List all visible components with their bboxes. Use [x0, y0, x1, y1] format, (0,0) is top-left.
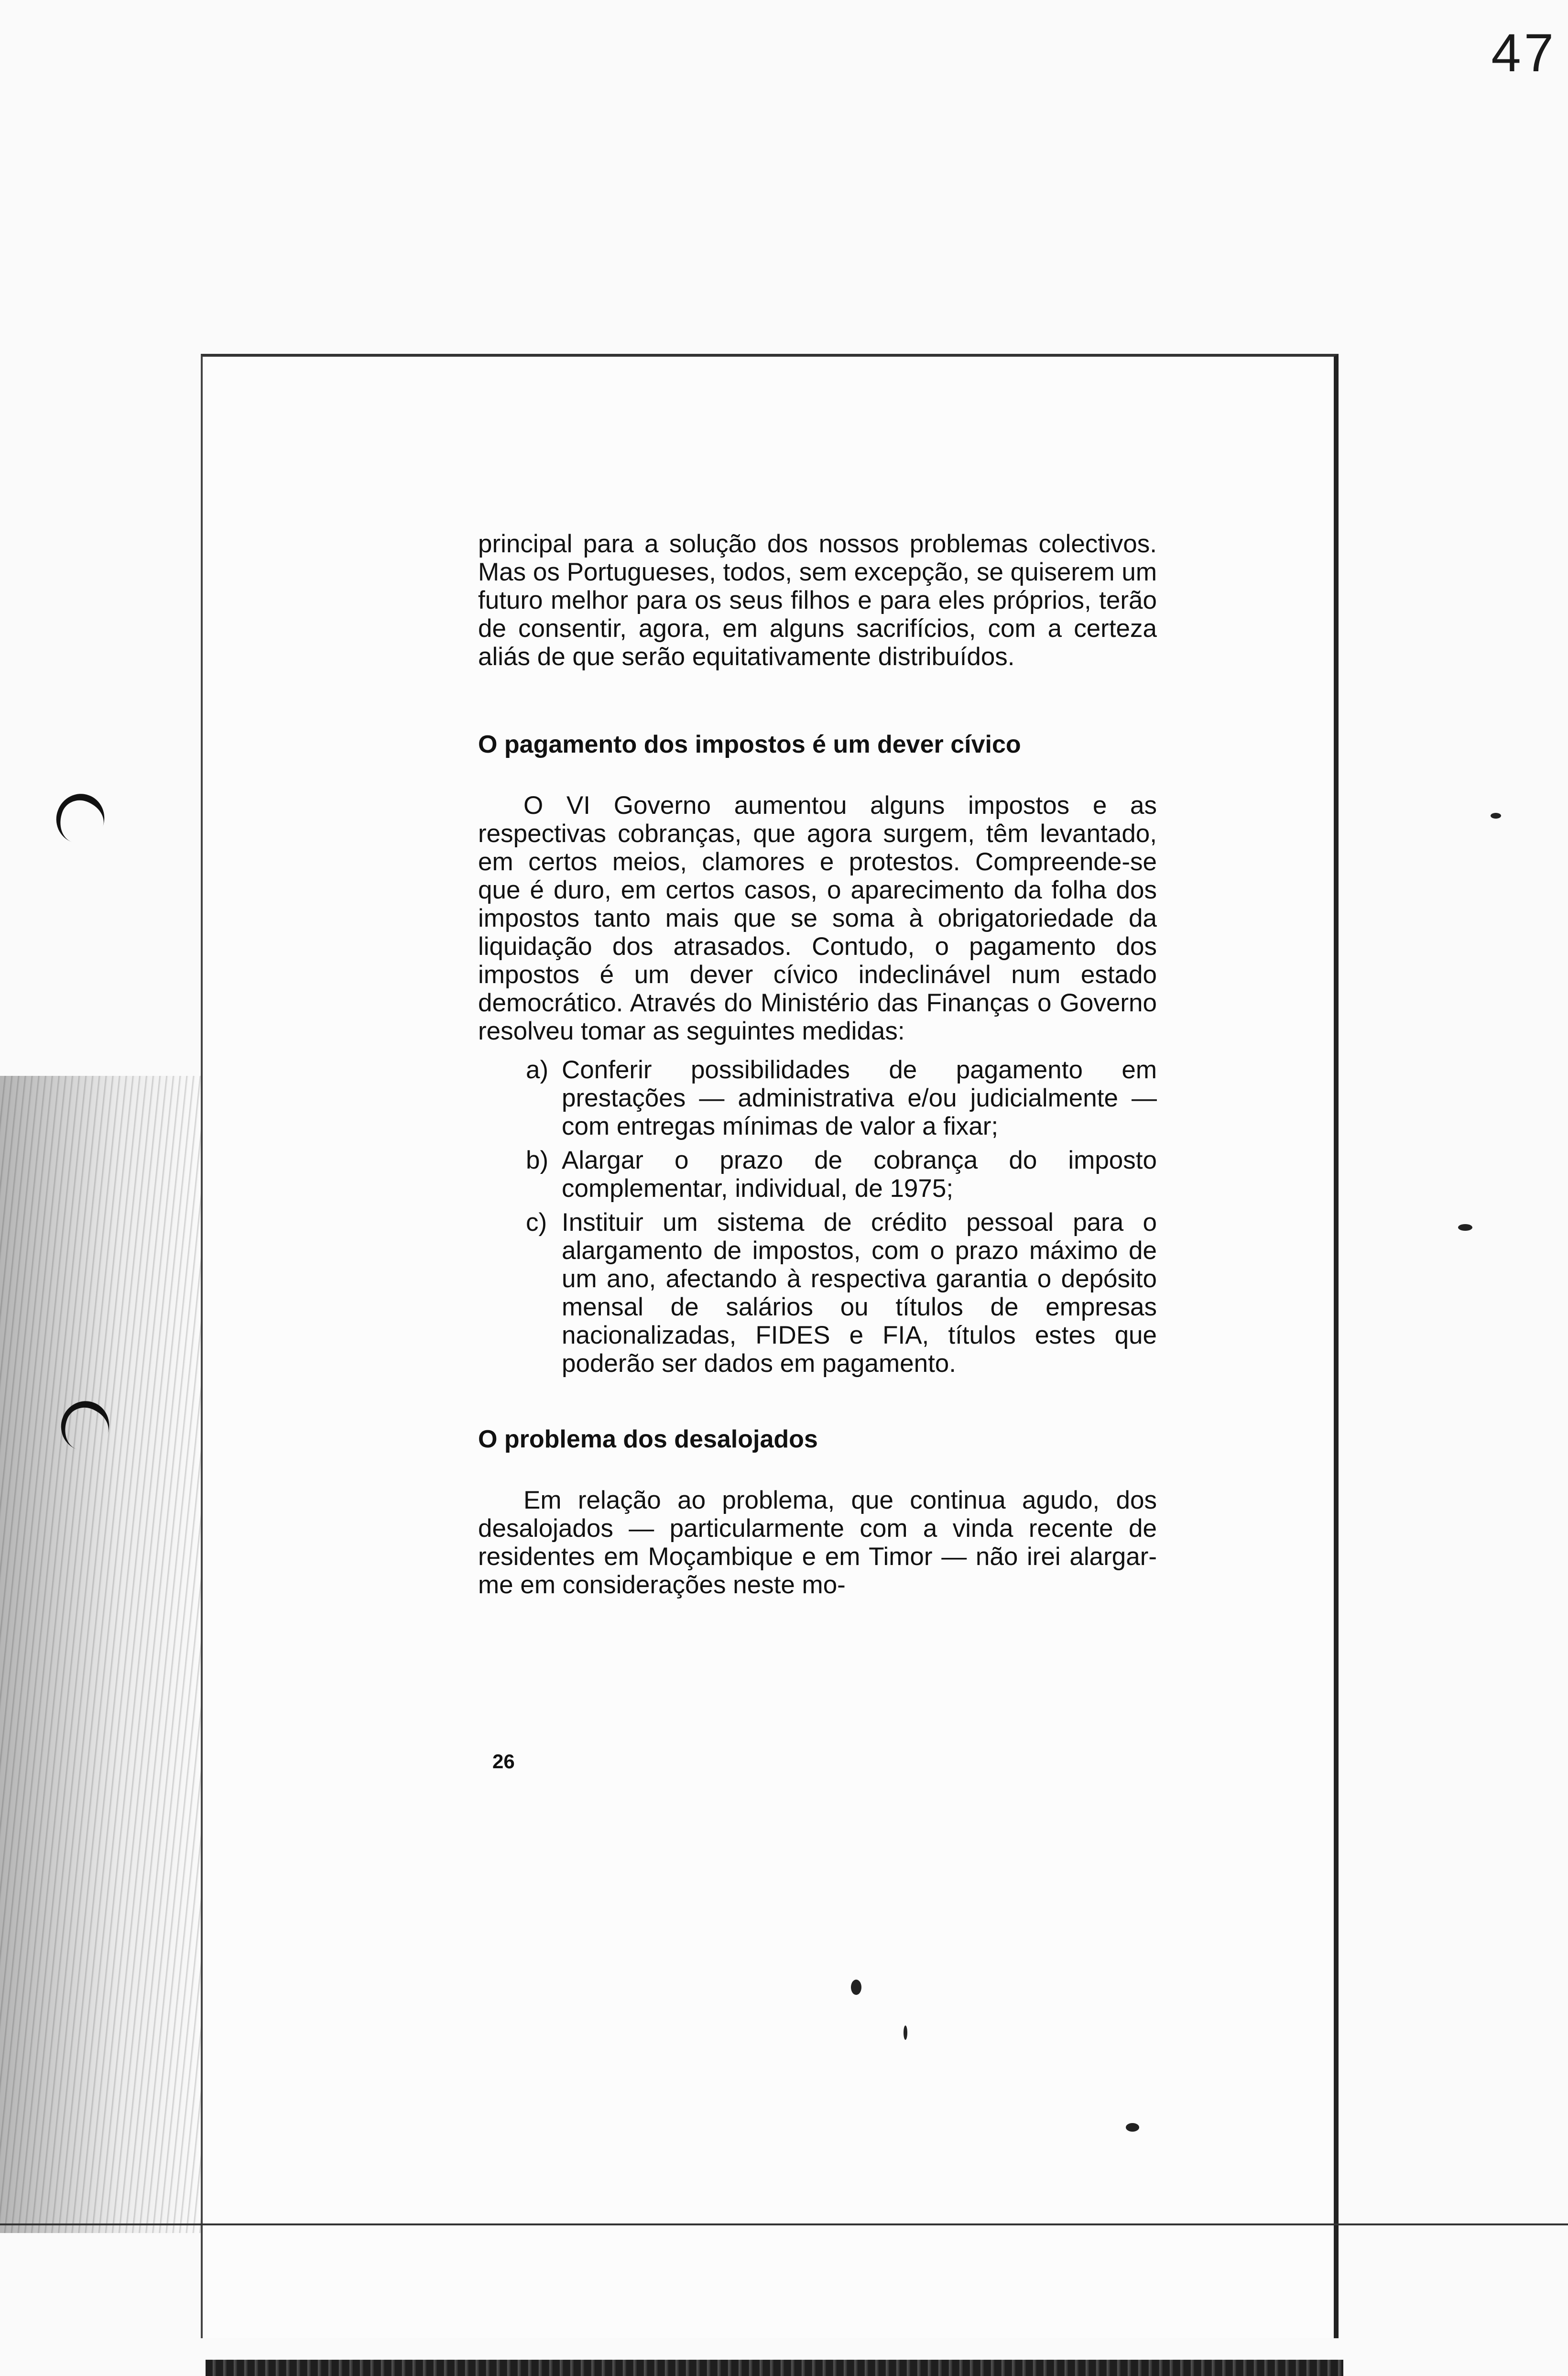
intro-paragraph: principal para a solução dos nossos problemas colectivos. Mas os Portugueses, todos, sem excepção, se quiserem um futuro melhor para os seus filhos e para eles próprios, terão de consentir, agora, em alguns sacrifícios, com a certeza aliás de que serão equitativamente distribuídos.	[478, 530, 1157, 671]
scan-speckle	[1458, 1224, 1472, 1231]
scanned-left-edge-shadow	[0, 1076, 201, 2233]
list-item-text: Conferir possibilidades de pagamento em prestações — administrativa e/ou judicialmente — com entregas mínimas de valor a fixar;	[562, 1056, 1157, 1140]
scan-speckle	[851, 1980, 861, 1995]
page-text-block	[478, 530, 1157, 1599]
list-item	[478, 1056, 1157, 1140]
section-heading-displaced: O problema dos desalojados	[478, 1425, 818, 1453]
binder-hole-top	[49, 787, 111, 850]
bottom-rule	[0, 2223, 1568, 2225]
list-marker: b)	[526, 1146, 549, 1174]
taxes-paragraph: O VI Governo aumentou alguns impostos e as respectivas cobranças, que agora surgem, têm levantado, em certos meios, clamores e protestos. Compreende-se que é duro, em certos casos, o aparecimento da folha dos impostos tanto mais que se soma à obrigatoriedade da liquidação dos atrasados. Contudo, o pagamento dos impostos é um dever cívico indeclinável num estado democrático. Através do Ministério das Finanças o Governo resolveu tomar as seguintes medidas:	[478, 791, 1157, 1045]
printed-page-number: 26	[492, 1750, 515, 1773]
scan-speckle	[904, 2026, 907, 2040]
page-bottom-edge	[206, 2360, 1343, 2376]
section-heading-taxes: O pagamento dos impostos é um dever cívico	[478, 731, 1021, 758]
list-marker: c)	[526, 1208, 547, 1237]
displaced-paragraph: Em relação ao problema, que continua agudo, dos desalojados — particularmente com a vinda recente de residentes em Moçambique e em Timor — não irei alargar-me em considerações neste mo-	[478, 1486, 1157, 1599]
list-item	[478, 1146, 1157, 1203]
list-item	[478, 1208, 1157, 1378]
list-marker: a)	[526, 1056, 549, 1084]
scan-speckle	[1126, 2123, 1139, 2132]
list-item-text: Alargar o prazo de cobrança do imposto complementar, individual, de 1975;	[562, 1146, 1157, 1203]
scan-speckle	[1491, 813, 1501, 819]
list-item-text: Instituir um sistema de crédito pessoal para o alargamento de impostos, com o prazo máximo de um ano, afectando à respectiva garantia o depósito mensal de salários ou títulos de empresas nacionalizadas, FIDES e FIA, títulos estes que poderão ser dados em pagamento.	[562, 1208, 1157, 1378]
archive-page-number: 47	[1491, 23, 1557, 83]
measures-list	[478, 1056, 1157, 1378]
